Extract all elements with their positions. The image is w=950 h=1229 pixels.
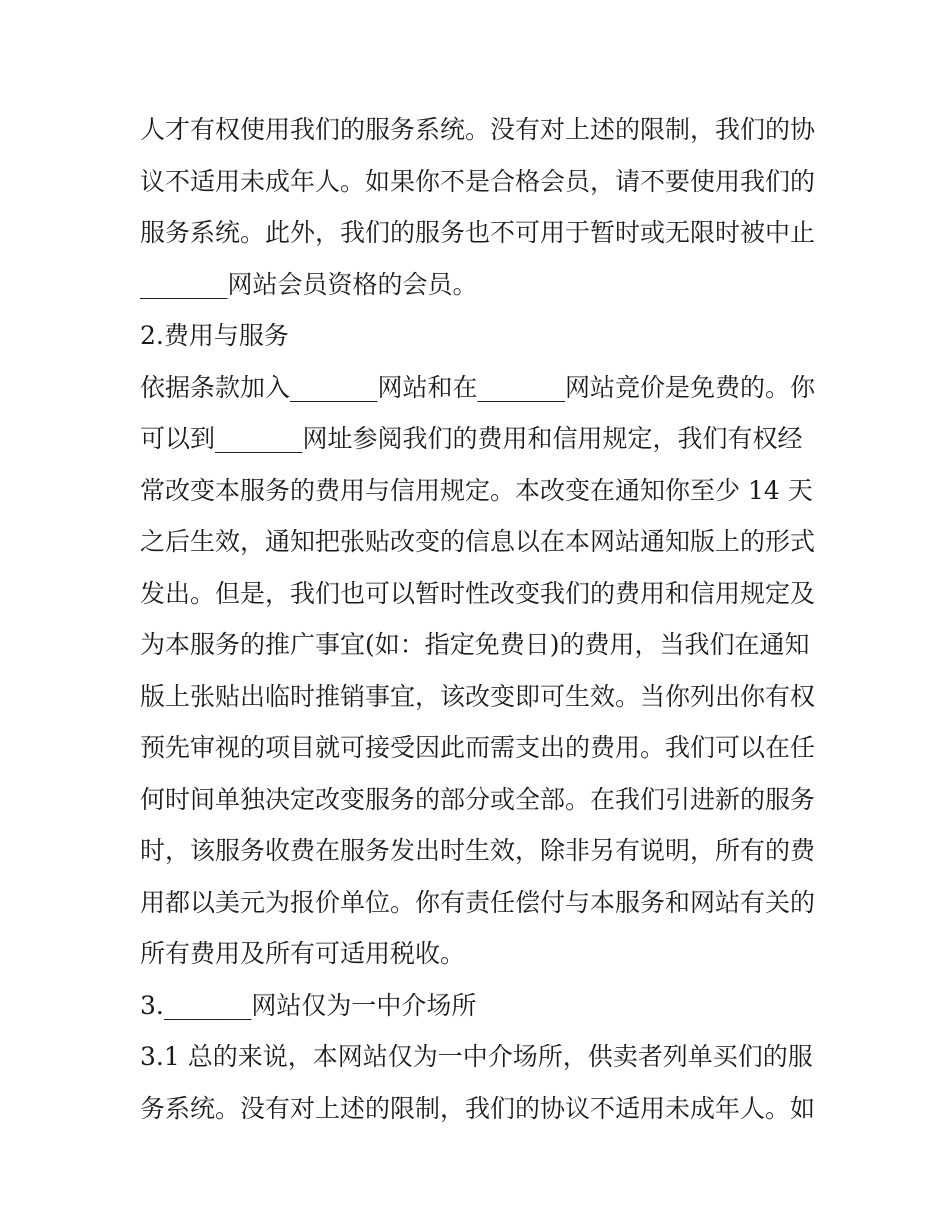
document-body	[140, 104, 815, 1134]
text-line: 发出。但是，我们也可以暂时性改变我们的费用和信用规定及	[140, 578, 815, 608]
text-line: 议不适用未成年人。如果你不是合格会员，请不要使用我们的	[140, 166, 815, 196]
text-line: 用都以美元为报价单位。你有责任偿付与本服务和网站有关的	[140, 887, 815, 917]
text-line: _______网站会员资格的会员。	[140, 269, 478, 299]
text-line: 时，该服务收费在服务发出时生效，除非另有说明，所有的费	[140, 836, 815, 865]
text-line: 服务系统。此外，我们的服务也不可用于暂时或无限时被中止	[140, 218, 815, 247]
text-line: 3.1 总的来说，本网站仅为一中介场所，供卖者列单买们的服	[140, 1042, 813, 1071]
text-line: 依据条款加入_______网站和在_______网站竞价是免费的。你	[140, 372, 815, 402]
text-line: 何时间单独决定改变服务的部分或全部。在我们引进新的服务	[140, 784, 815, 814]
text-line: 可以到_______网址参阅我们的费用和信用规定，我们有权经	[140, 424, 803, 453]
paragraph-membership	[140, 104, 815, 310]
text-line: 为本服务的推广事宜(如：指定免费日)的费用，当我们在通知	[140, 630, 810, 659]
text-line: 之后生效，通知把张贴改变的信息以在本网站通知版上的形式	[140, 527, 815, 556]
text-line: 人才有权使用我们的服务系统。没有对上述的限制，我们的协	[140, 115, 815, 144]
section-heading-venue: 3._______网站仅为一中介场所	[140, 990, 477, 1020]
text-line: 版上张贴出临时推销事宜，该改变即可生效。当你列出你有权	[140, 681, 815, 711]
text-line: 务系统。没有对上述的限制，我们的协议不适用未成年人。如	[140, 1093, 815, 1123]
paragraph-venue	[140, 1031, 815, 1134]
section-heading-fees: 2.费用与服务	[140, 321, 289, 350]
text-line: 常改变本服务的费用与信用规定。本改变在通知你至少 14 天	[140, 475, 813, 505]
paragraph-fees	[140, 362, 815, 980]
text-line: 所有费用及所有可适用税收。	[140, 939, 466, 968]
text-line: 预先审视的项目就可接受因此而需支出的费用。我们可以在任	[140, 733, 815, 762]
